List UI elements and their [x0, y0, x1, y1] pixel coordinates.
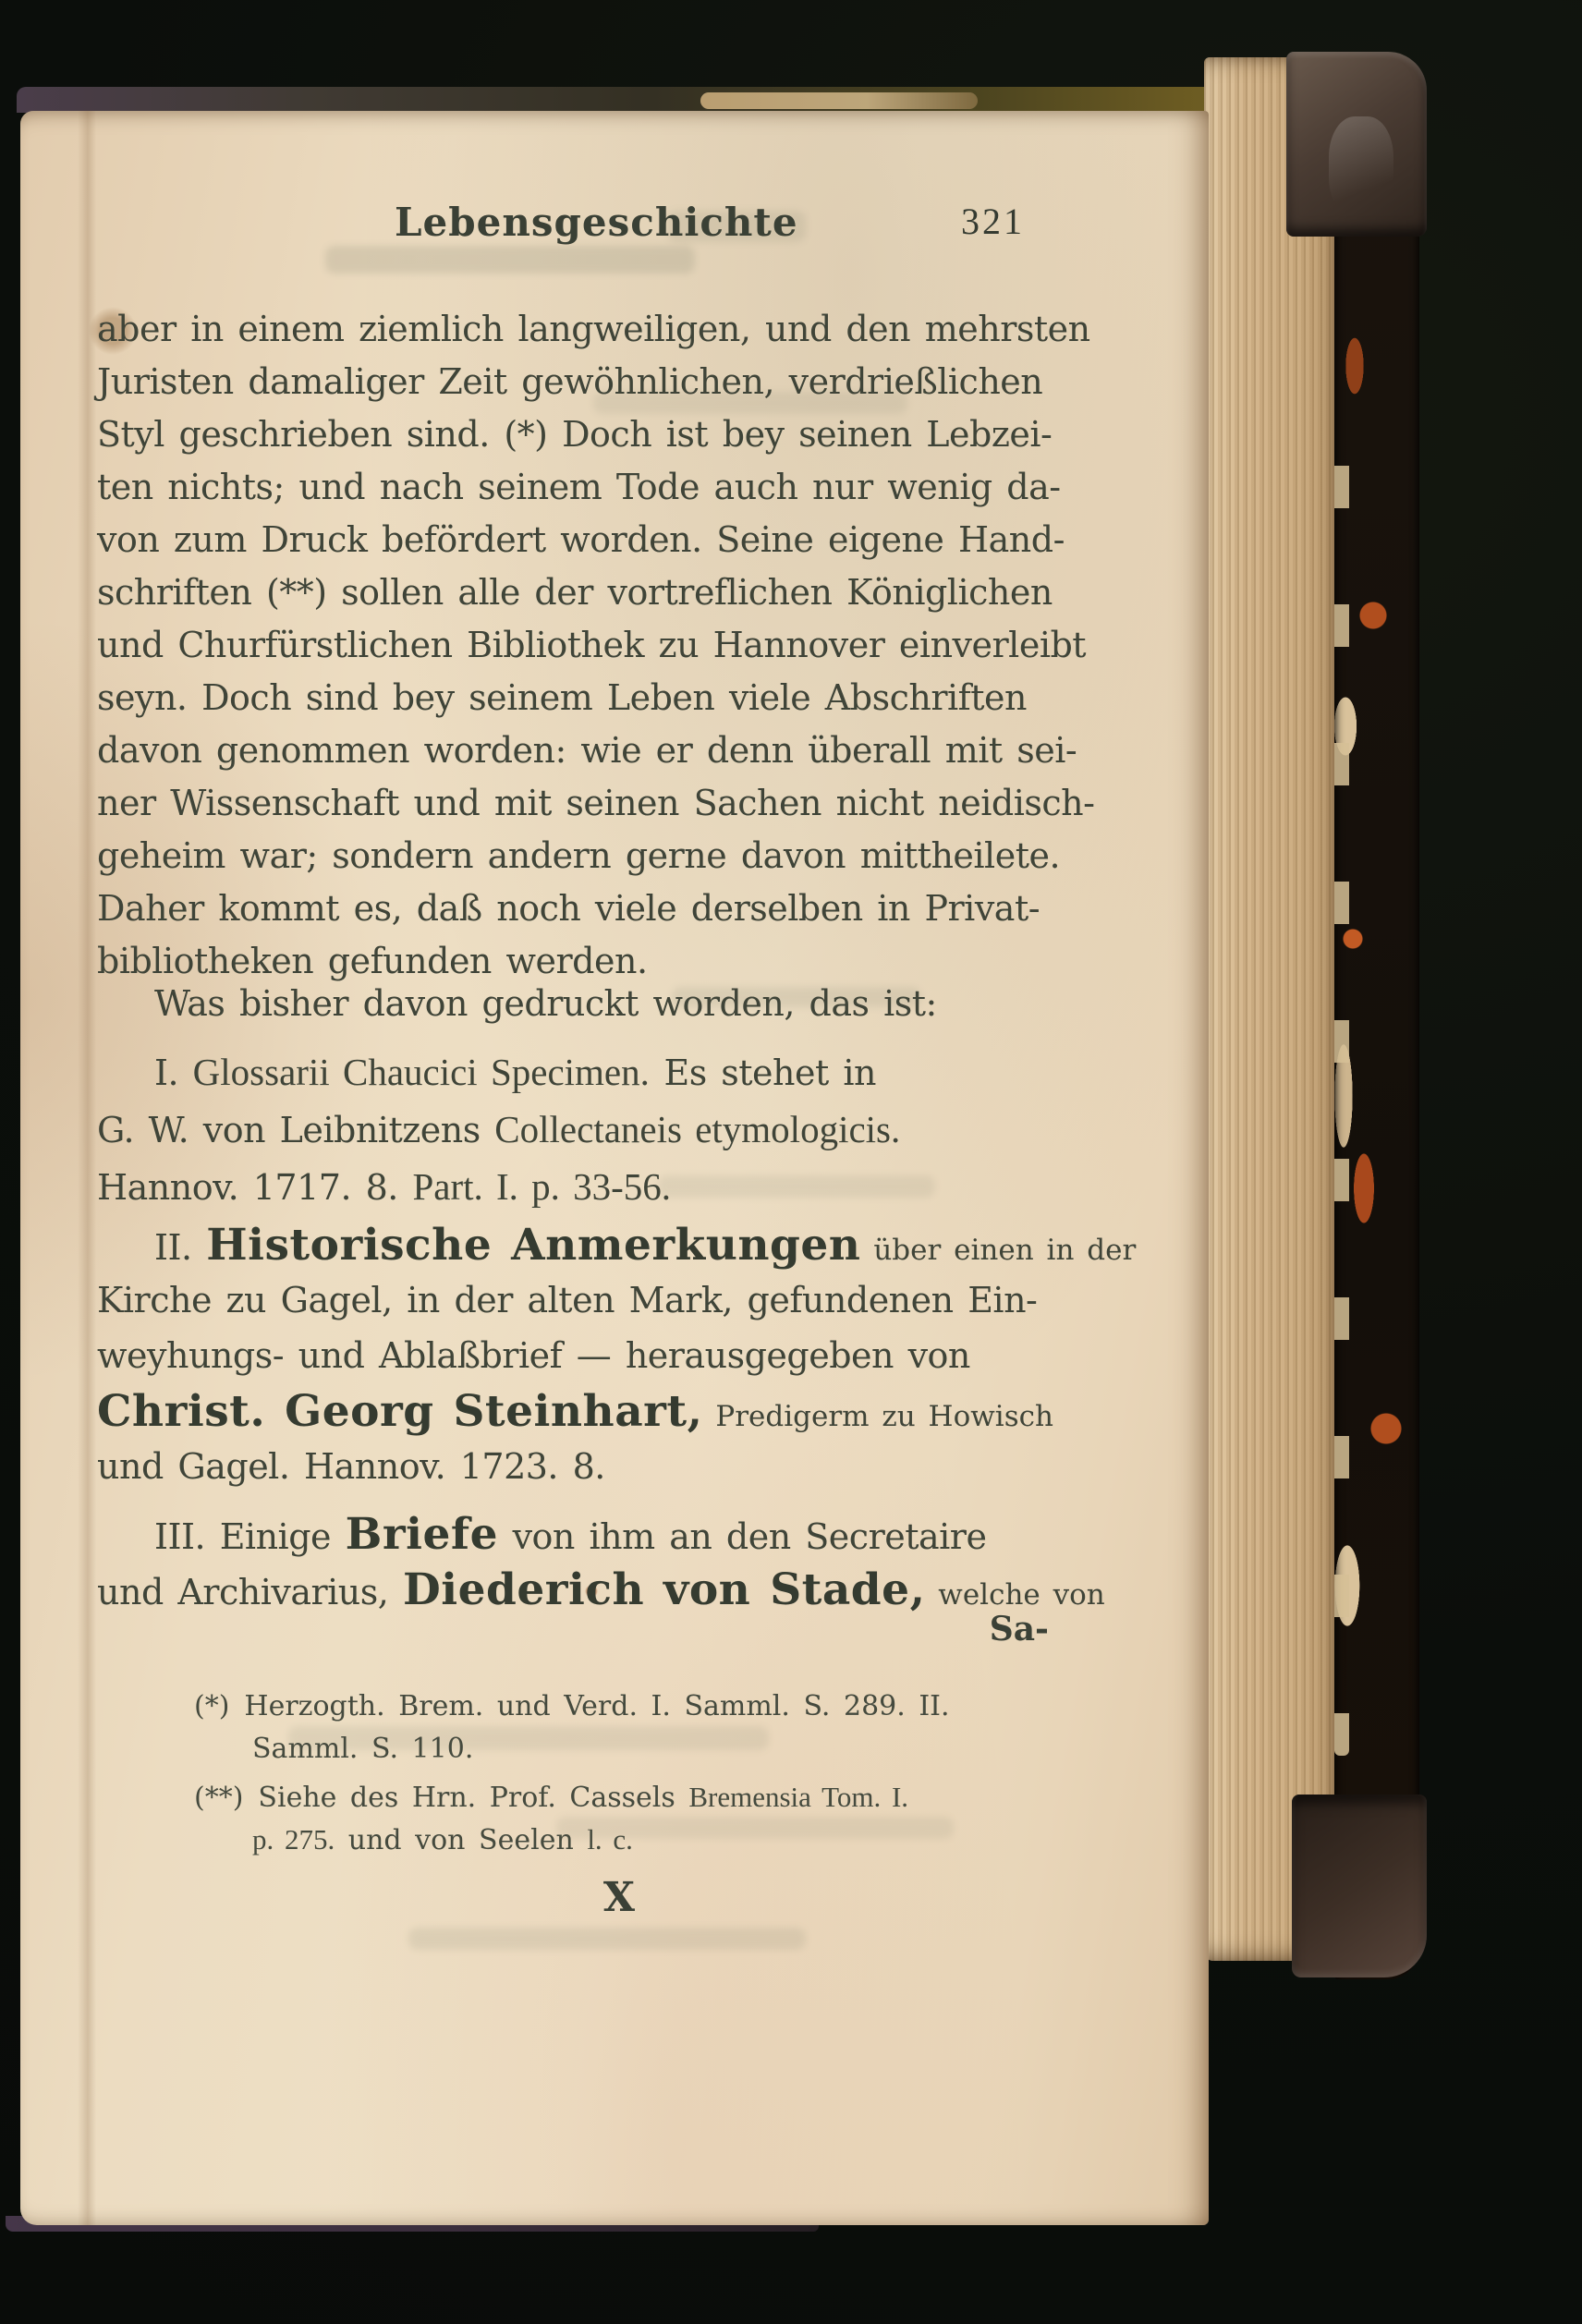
running-head-title: Lebensgeschichte — [395, 200, 798, 245]
text-line — [97, 516, 1065, 568]
text-run: III. Einige — [154, 1516, 346, 1557]
footnote-line — [252, 1730, 1049, 1772]
list-item-3 — [97, 1509, 1105, 1620]
text-run: von ihm an den Secretaire — [497, 1516, 987, 1557]
text-run: und Archivarius, — [97, 1572, 403, 1612]
text-run: Collectaneis etymologicis. — [494, 1108, 901, 1150]
text-run: Juristen damaliger Zeit gewöhnlichen, verdrießlichen — [97, 361, 1043, 402]
footnote — [97, 1687, 1049, 1772]
text-line — [97, 1161, 1049, 1218]
text-run: weyhungs- und Ablaßbrief — herausgegeben von — [97, 1335, 970, 1376]
page-gutter-crease — [78, 111, 96, 2225]
text-run: Kirche zu Gagel, in der alten Mark, gefundenen Ein- — [97, 1280, 1038, 1320]
text-run: geheim war; sondern andern gerne davon mittheilete. — [97, 835, 1061, 876]
text-line — [97, 779, 1095, 832]
signature-row — [568, 1874, 670, 1921]
paragraph-continuation — [97, 305, 1095, 990]
text-run: und Gagel. Hannov. 1723. 8. — [97, 1446, 605, 1487]
page-number: 321 — [961, 201, 1025, 242]
catchword: Sa- — [989, 1610, 1049, 1649]
text-run: Part. I. p. 33-56. — [412, 1165, 672, 1208]
text-run: schriften (**) sollen alle der vortreflichen Königlichen — [97, 572, 1053, 613]
leather-sheen — [1329, 116, 1393, 218]
text-run: Was bisher davon gedruckt worden, das ist: — [154, 983, 937, 1024]
text-run: und Churfürstlichen Bibliothek zu Hannover einverleibt — [97, 625, 1087, 665]
text-run: und von Seelen — [335, 1824, 588, 1856]
text-run: Daher kommt es, daß noch viele derselben in Privat- — [97, 888, 1040, 929]
leather-corner-top — [1286, 52, 1427, 237]
text-line — [97, 358, 1049, 410]
list-item-2 — [97, 1220, 1137, 1497]
footnote-marker: (**) — [194, 1782, 244, 1814]
text-run: über einen in der — [860, 1234, 1137, 1267]
text-run: von zum Druck befördert worden. Seine eigene Hand- — [97, 519, 1065, 560]
text-run: G. W. von Leibnitzens — [97, 1110, 495, 1150]
text-line — [97, 832, 1061, 884]
footnote-line — [252, 1820, 1049, 1863]
book-top-edge — [17, 87, 1336, 113]
text-line — [97, 726, 1077, 779]
footnote — [97, 1778, 1049, 1863]
text-run: l. c. — [587, 1823, 633, 1856]
text-run: aber in einem ziemlich langweiligen, und den mehrsten — [97, 309, 1090, 349]
signature-mark: X — [602, 1874, 636, 1921]
book-fore-edge — [1204, 57, 1337, 1961]
text-run: Christ. Georg Steinhart, — [97, 1386, 703, 1437]
text-line — [97, 410, 1053, 463]
catchword-row — [97, 1610, 1049, 1649]
text-run: Briefe — [345, 1509, 498, 1560]
text-run: Historische Anmerkungen — [206, 1220, 861, 1271]
paragraph-intro — [97, 979, 1049, 1032]
text-run: Es stehet in — [649, 1052, 876, 1093]
text-line — [97, 1386, 1053, 1442]
text-run: Samml. S. 110. — [252, 1733, 474, 1765]
text-run: welche von — [925, 1578, 1105, 1612]
text-line — [154, 1220, 1137, 1275]
text-run: p. 275. — [252, 1823, 335, 1856]
text-run: davon genommen worden: wie er denn überall mit sei- — [97, 730, 1077, 771]
text-line — [97, 1103, 1049, 1161]
text-line — [97, 1442, 1049, 1497]
text-line — [154, 1509, 1049, 1564]
text-run: II. — [154, 1227, 207, 1268]
text-run: Siehe des Hrn. Prof. Cassels — [258, 1782, 689, 1814]
text-run: Diederich von Stade, — [402, 1564, 926, 1615]
text-line — [97, 674, 1049, 726]
text-run: Herzogth. Brem. und Verd. I. Samml. S. 289. II. — [244, 1690, 950, 1722]
worn-paper-patch — [700, 92, 978, 109]
text-run: Bremensia Tom. I. — [688, 1781, 909, 1813]
torn-paper-strip — [1334, 370, 1349, 1756]
list-item-1 — [97, 1046, 1049, 1218]
text-line — [154, 1046, 1049, 1103]
text-run: ten nichts; und nach seinem Tode auch nur wenig da- — [97, 467, 1061, 507]
text-line — [97, 621, 1087, 674]
text-run: I. — [154, 1052, 193, 1093]
text-run: Predigerm zu Howisch — [702, 1400, 1053, 1433]
text-run: ner Wissenschaft und mit seinen Sachen nicht neidisch- — [97, 783, 1095, 823]
text-run: seyn. Doch sind bey seinem Leben viele Abschriften — [97, 677, 1027, 718]
text-run: Styl geschrieben sind. (*) Doch ist bey seinen Lebzei- — [97, 414, 1053, 455]
text-line — [97, 463, 1061, 516]
text-run: Hannov. 1717. 8. — [97, 1167, 413, 1208]
text-run: bibliotheken gefunden werden. — [97, 941, 648, 981]
text-line — [97, 1275, 1049, 1331]
text-line — [97, 305, 1090, 358]
footnote-line — [194, 1687, 1049, 1730]
text-line — [97, 568, 1053, 621]
footnote-marker: (*) — [194, 1690, 230, 1722]
text-line — [97, 884, 1049, 937]
text-run: Glossarii Chaucici Specimen. — [192, 1051, 650, 1093]
text-line — [97, 1331, 1049, 1386]
book-page — [20, 111, 1209, 2225]
text-line — [154, 979, 1049, 1032]
footnote-line — [194, 1778, 1049, 1820]
leather-corner-bottom — [1292, 1795, 1427, 1977]
